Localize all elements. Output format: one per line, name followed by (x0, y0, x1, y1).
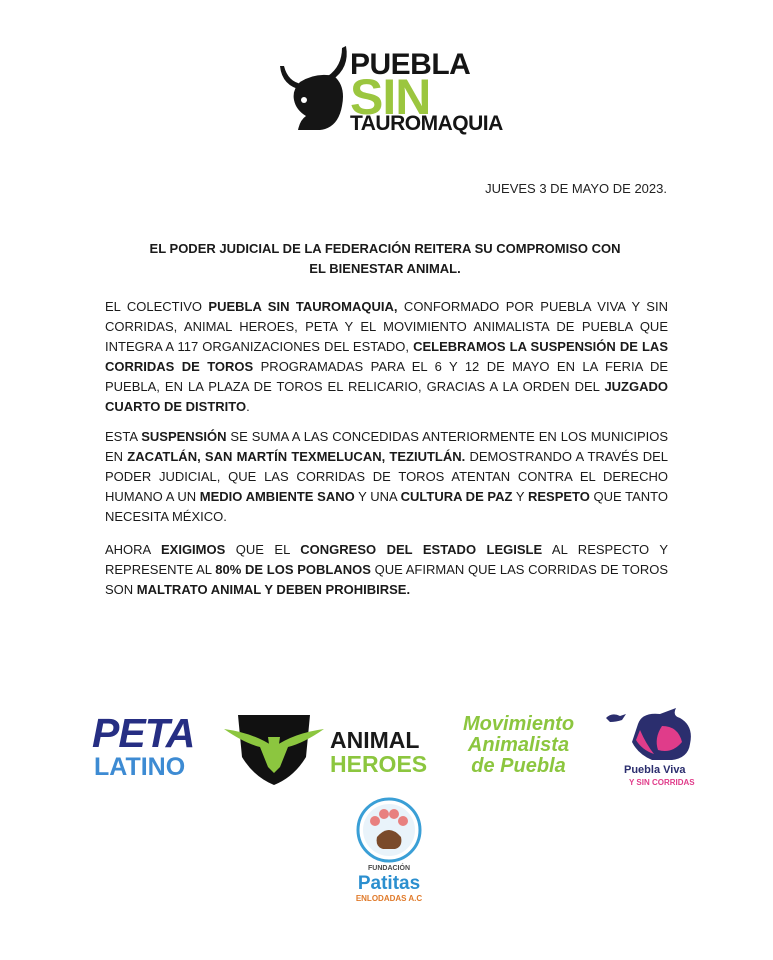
logo-sin-text: SIN (350, 69, 431, 125)
shield-eagle-icon (224, 707, 324, 787)
paragraph3-segment: CONGRESO DEL ESTADO LEGISLE (300, 542, 543, 557)
puebla-viva-logo (602, 704, 698, 792)
paragraph2-segment: Y UNA (354, 489, 401, 504)
paragraph1-segment: CONFORMADO POR PUEBLA VIVA Y SIN CORRIDAS, ANIMAL HEROES, PETA Y EL MOVIMIENTO ANIMALISTA DE PUEBLA QUE INTEGRA A 117 ORGANIZACIONES DEL ESTADO, (105, 299, 668, 354)
paragraph2-segment: Y (512, 489, 528, 504)
paragraph3-segment: AHORA (105, 542, 161, 557)
paragraph2-segment: QUE TANTO NECESITA MÉXICO. (105, 489, 668, 524)
paragraph2-segment: DEMOSTRANDO A TRAVÉS DEL PODER JUDICIAL, QUE LAS CORRIDAS DE TOROS ATENTAN CONTRA EL DERECHO HUMANO A UN (105, 449, 668, 504)
paragraph2-segment: ESTA (105, 429, 142, 444)
peta-text: PETA (92, 710, 195, 756)
paragraph2-segment: SUSPENSIÓN (141, 429, 227, 444)
paragraph3-segment: EXIGIMOS (160, 542, 226, 557)
de-puebla-text: de Puebla (471, 755, 566, 777)
paragraph2-segment: CULTURA DE PAZ (400, 489, 513, 504)
paragraph3-segment: AL RESPECTO Y REPRESENTE AL (105, 542, 668, 577)
puebla-viva-text: Puebla Viva (624, 764, 686, 776)
puebla-sin-tauromaquia-logo (276, 46, 503, 136)
bull-head-icon (276, 46, 356, 136)
logo-puebla-text: PUEBLA (350, 48, 471, 81)
paragraph1-segment: PROGRAMADAS PARA EL 6 Y 12 DE MAYO EN LA FERIA DE PUEBLA, EN LA PLAZA DE TOROS EL RELICARIO, GRACIAS A LA ORDEN DEL (105, 359, 669, 394)
paragraph-2 (105, 427, 668, 527)
paragraph1-segment: EL COLECTIVO (105, 299, 209, 314)
paragraph-1 (105, 297, 668, 417)
animal-text: ANIMAL (330, 727, 420, 753)
movimiento-animalista-logo (446, 714, 591, 784)
patitas-text: Patitas (357, 873, 421, 894)
paragraph3-segment: QUE EL (225, 542, 301, 557)
paragraph3-segment: QUE AFIRMAN QUE LAS CORRIDAS DE TOROS SON (105, 562, 668, 597)
paragraph1-segment: PUEBLA SIN TAUROMAQUIA, (208, 299, 398, 314)
peta-latino-logo (92, 711, 207, 783)
paragraph3-segment: 80% DE LOS POBLANOS (215, 562, 371, 577)
latino-text: LATINO (94, 753, 186, 781)
sin-corridas-text: Y SIN CORRIDAS (629, 778, 695, 787)
enlodadas-text: ENLODADAS A.C (355, 894, 423, 903)
paragraph2-segment: RESPETO (527, 489, 590, 504)
movimiento-text: Movimiento (462, 713, 575, 735)
logo-tauromaquia-text: TAUROMAQUIA (350, 112, 503, 135)
heroes-text: HEROES (330, 751, 428, 777)
paragraph2-segment: SE SUMA A LAS CONCEDIDAS ANTERIORMENTE EN LOS MUNICIPIOS EN (105, 429, 669, 464)
paragraph3-segment: MALTRATO ANIMAL Y DEBEN PROHIBIRSE. (136, 582, 411, 597)
paragraph-3 (105, 540, 668, 600)
paw-icon (355, 797, 423, 863)
animal-heroes-logo (224, 707, 428, 789)
paragraph1-segment: . (246, 399, 250, 414)
animalista-text: Animalista (467, 734, 570, 756)
bull-bird-icon (602, 704, 698, 766)
paragraph1-segment: JUZGADO CUARTO DE DISTRITO (105, 379, 668, 414)
paragraph2-segment: ZACATLÁN, SAN MARTÍN TEXMELUCAN, TEZIUTLÁN. (127, 449, 466, 464)
release-date: JUEVES 3 DE MAYO DE 2023. (485, 181, 667, 196)
fundacion-text: FUNDACIÓN (368, 865, 410, 872)
patitas-enlodadas-logo (341, 797, 437, 907)
paragraph1-segment: CELEBRAMOS LA SUSPENSIÓN DE LAS CORRIDAS DE TOROS (105, 339, 668, 374)
paragraph2-segment: MEDIO AMBIENTE SANO (199, 489, 355, 504)
headline: EL PODER JUDICIAL DE LA FEDERACIÓN REITERA SU COMPROMISO CON EL BIENESTAR ANIMAL. (149, 241, 621, 276)
